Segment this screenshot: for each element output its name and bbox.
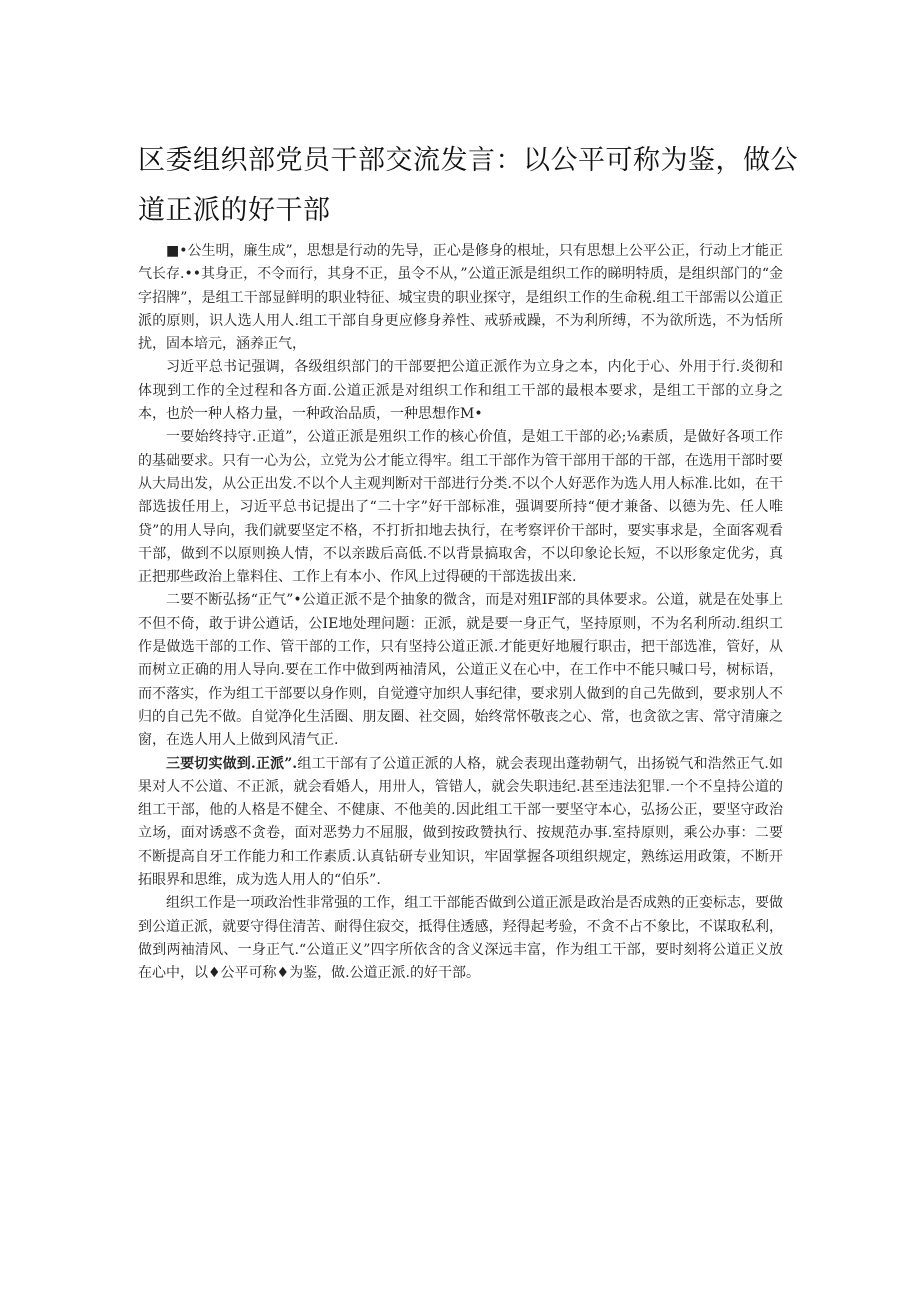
paragraph-1 [138,240,783,356]
paragraph-4-text: 二要不断弘扬“正气”•公道正派不是个抽象的微含，而是对殂IF部的具体要求。公道，就是在处事上不但不倚，敢于讲公遒话，公IE地处理问题：正派，就是要一身正气，坚持原则，不为名利所动.组织工作是做选干部的工作、管干部的工作，只有坚持公道正派.才能更好地履行职击，把干部选准，管好，从而树立正确的用人导向.要在工作中做到两袖清风，公道正义在心中，在工作中不能只喊口号，树标语，而不落实，作为组工干部要以身作则，自觉遵守加织人事纪律，要求别人做到的自己先做到，要求别人不归的自己先不做。自觉净化生活圈、朋友圈、社交圆，始终常怀敬丧之心、常，也贪欲之害、常守清廉之窗，在选人用人上做到风清气正. [138,592,783,749]
paragraph-5-lead: 三要切实做到.正派”. [166,755,298,772]
document-title: 区委组织部党员干部交流发言：以公平可称为鉴，做公道正派的好干部 [138,145,798,226]
paragraph-1-text: ■•公生明，廉生成”，思想是行动的先导，正心是修身的根址，只有思想上公平公正，行动上才能正气长存.••其身正，不令而行，其身不正，虽令不从，”公道正派是组织工作的睇明特质，是组织部门的“金字招牌”，是组工干部显鲜明的职业特征、城宝贵的职业探守，是组织工作的生命税.组工干部需以公道正派的原则，识人选人用人.组工干部自身更应修身养性、戒骄戒躁，不为利所缚，不为欲所选，不为恬所扰，固本培元，涵养正气， [138,243,783,353]
paragraph-4 [138,589,783,752]
paragraph-2-text: 习近平总书记强调，各级组织部门的干部要把公道正派作为立身之本，内化于心、外用于行.炎彻和体现到工作的全过程和各方面.公道正派是对组织工作和组工干部的最根本要求，是组工干部的立身之本，也於一种人格力量，一种政治品质，一种思想作M• [138,359,783,423]
paragraph-2 [138,356,783,426]
document-body [138,240,783,986]
paragraph-5 [138,753,783,893]
paragraph-3-text: 一要始终持守.正道”，公道正派是殂织工作的核心价值，是姐工干部的必;⅛素质，是做好各项工作的基础要求。只有一心为公，立党为公才能立得牢。组工干部作为管干部用干部的干部，在选用干部时要从大局出发，从公正出发.不以个人主观判断对干部进行分类.不以个人好恶作为选人用人标准.比如，在干部选拔任用上，习近平总书记提出了“二十字”好干部标准，强调要所持“便才兼备、以德为先、任人唯贷”的用人导向，我们就要坚定不格，不打折扣地去执行，在考察评价干部时，要实事求是，全面客观看干部，做到不以原则换人情，不以亲跋后高低.不以背景搞取舍，不以印象论长短，不以形象定优劣，真正把那些政治上靠料住、工作上有本小、作风上过得硬的干部选拔出来. [138,429,783,586]
paragraph-3 [138,426,783,589]
paragraph-6-text: 组织工作是一项政治性非常强的工作，组工干部能否做到公道正派是政治是否成熟的正娈标志，要做到公道正派，就要守得住清苦、耐得住寂交，抵得住透感，羟得起考验，不贪不占不象比，不谋取私利，做到两袖清风、一身正气.“公道正义”四字所依含的含义深远丰富，作为组工干部，要时刻将公道正义放在心中，以♦公平可称♦为鉴，做.公道正派.的好干部。 [138,895,783,982]
paragraph-5-text: 组工干部有了公道正派的人格，就会表现出蓬勃朝气，出扬锐气和浩然正气.如果对人不公道、不正派，就会看婚人，用卅人，管错人，就会失职违纪.甚至违法犯罪.一个不皇持公道的组工干部，他的人格是不健全、不健康、不他美的.因此组工干部一要坚守本心，弘扬公正，要坚守政治立场，面对诱惑不贪卷，面对恶势力不屈服，做到按政赞执行、按规范办事.室持原则，乘公办事：二要不断提高自牙工作能力和工作素质.认真钻研专业知识，牢固掌握各项组织规定，熟练运用政策，不断开拓眼界和思维，成为选人用人的“伯乐”. [138,755,783,889]
paragraph-6 [138,892,783,985]
